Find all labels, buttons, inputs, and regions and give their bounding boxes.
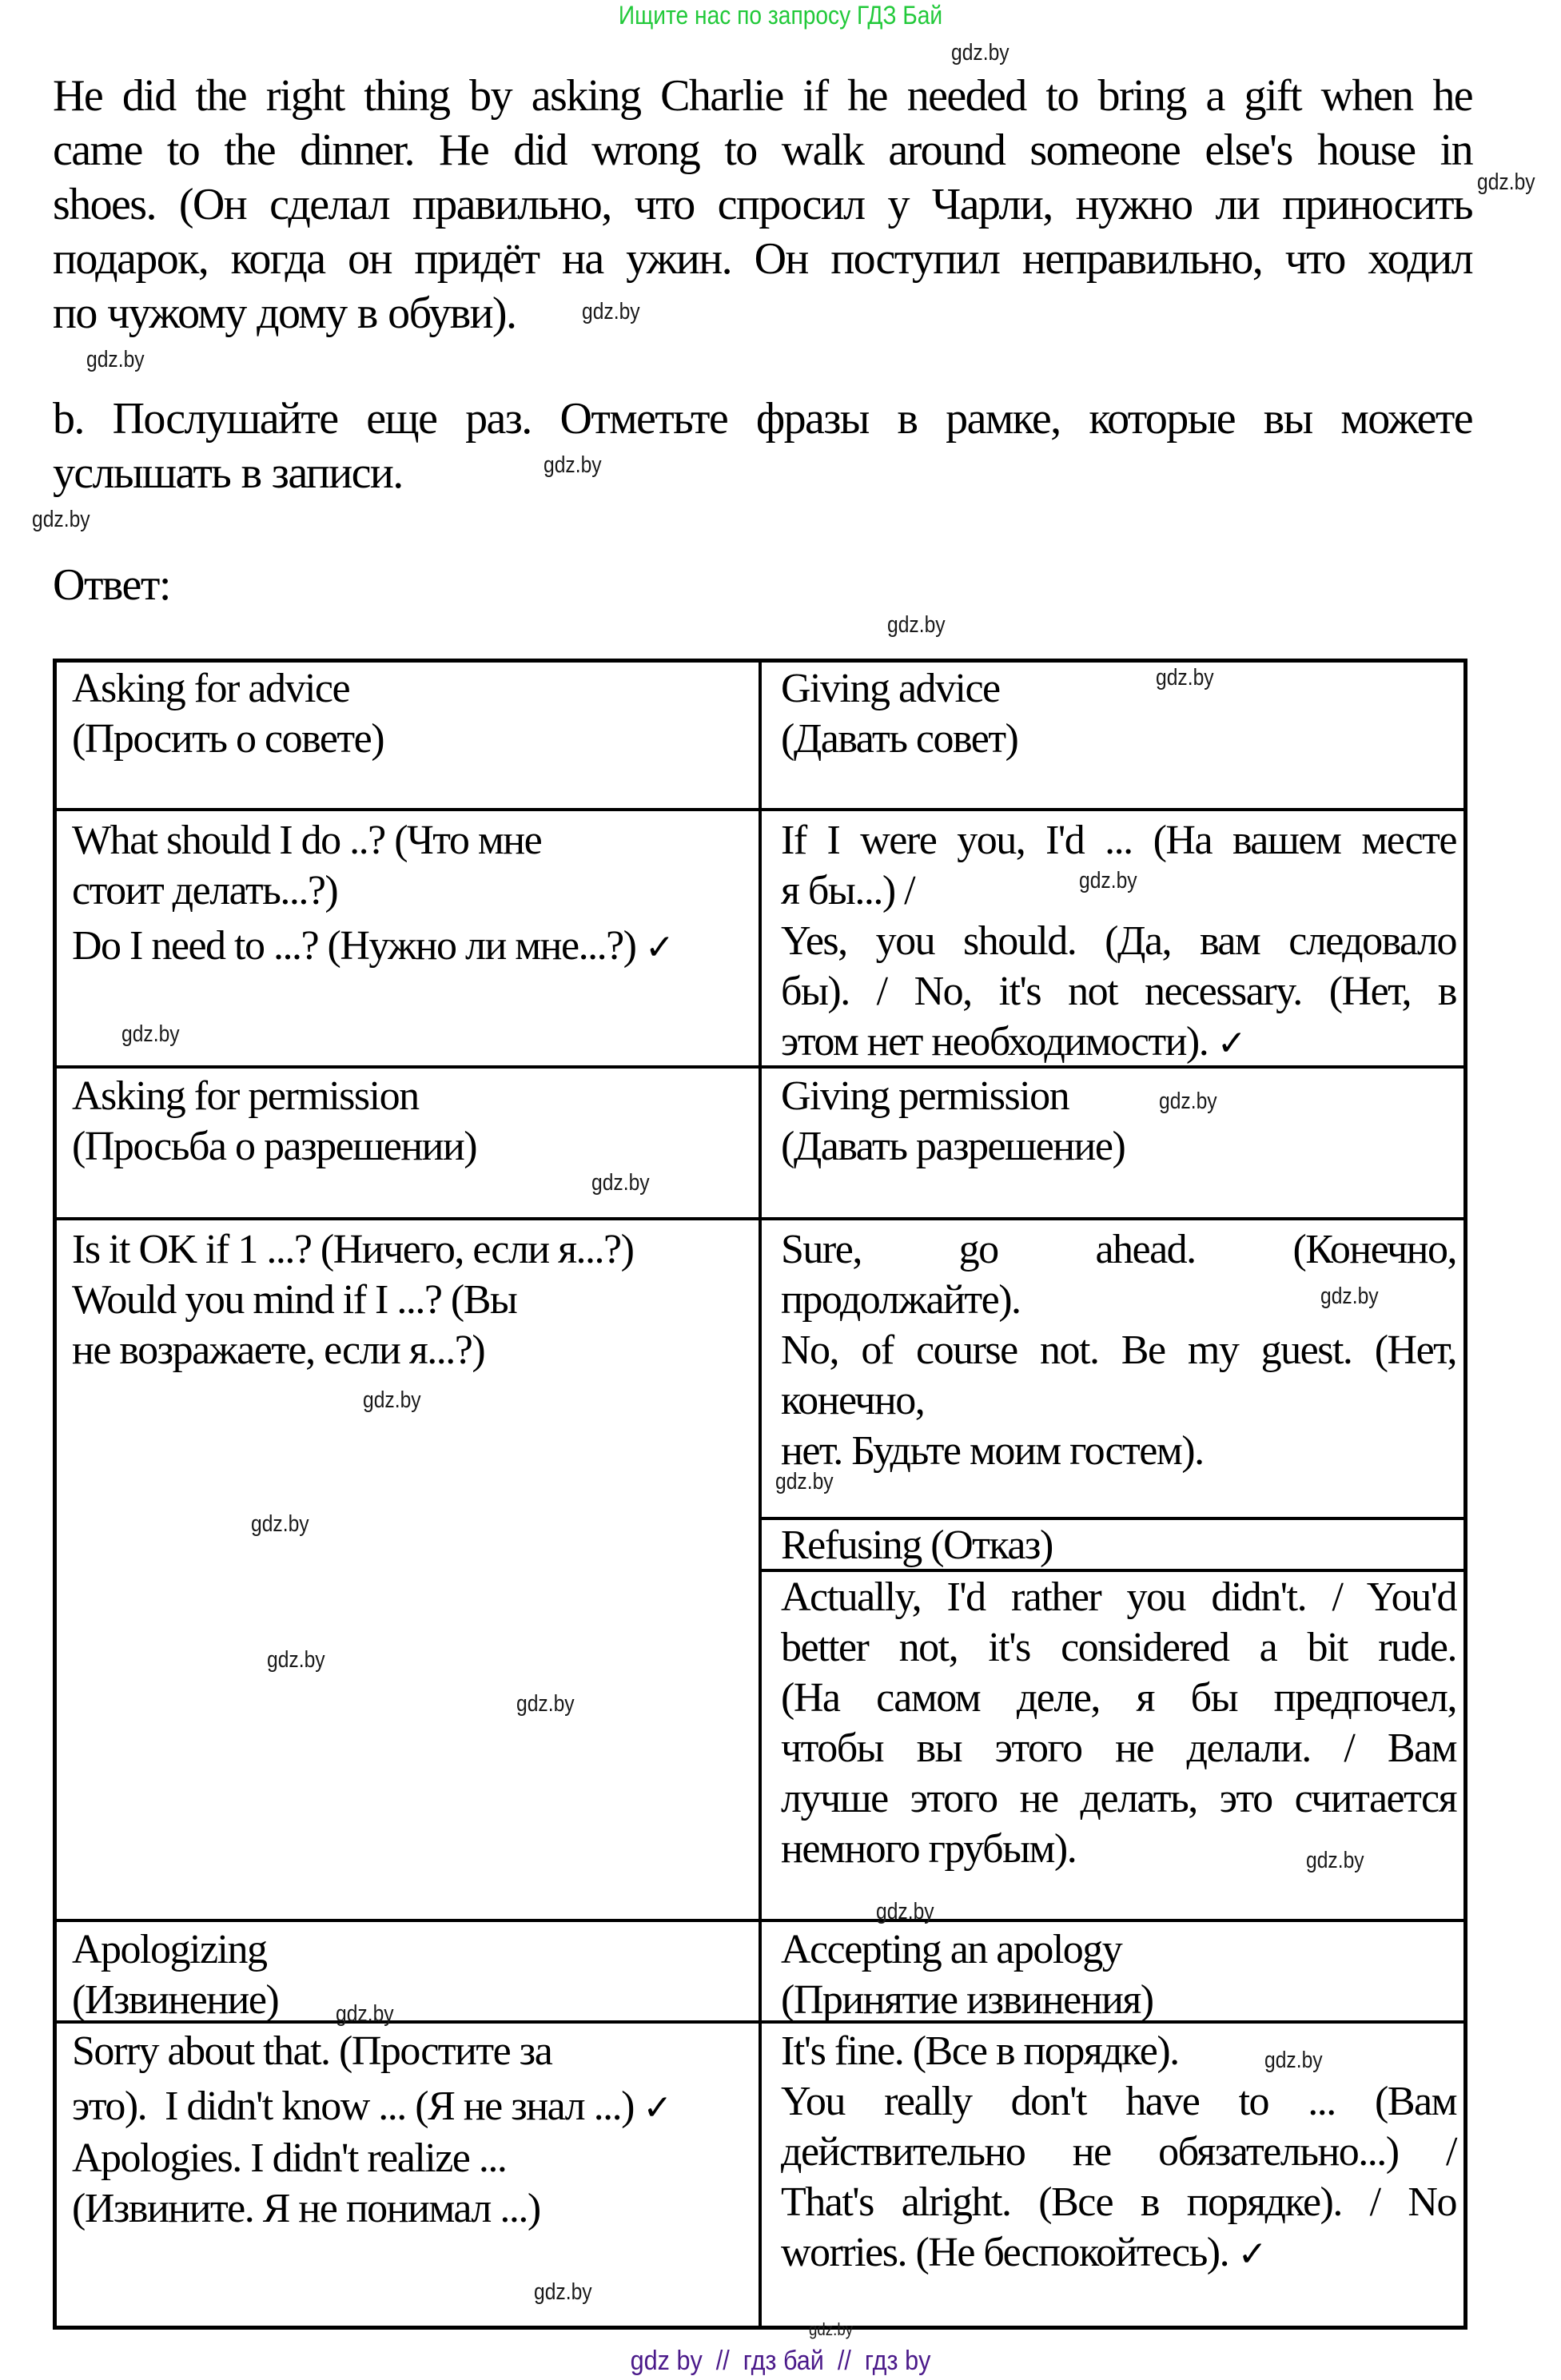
category-title: Giving permission (781, 1073, 1069, 1119)
site-search-banner: Ищите нас по запросу ГДЗ Бай (618, 1, 943, 30)
paragraph-line: shoes. (Он сделал правильно, что спросил у Чарли, нужно ли приносить (53, 180, 1472, 229)
phrase-line: Actually, I'd rather you didn't. / You'd (781, 1574, 1456, 1620)
check-mark-icon: ✓ (1217, 1023, 1246, 1064)
check-mark-icon: ✓ (644, 927, 674, 968)
watermark: gdz.by (534, 2279, 592, 2305)
watermark: gdz.by (951, 40, 1009, 66)
watermark: gdz.by (1159, 1089, 1217, 1114)
watermark: gdz.by (121, 1021, 180, 1047)
watermark: gdz.by (1306, 1848, 1364, 1873)
category-translation: (Просить о совете) (72, 716, 384, 762)
phrase-line: продолжайте). (781, 1277, 1021, 1323)
watermark: gdz.by (887, 612, 946, 638)
category-translation: (Извинение) (72, 1977, 279, 2023)
watermark: gdz.by (516, 1691, 575, 1717)
watermark: gdz.by (1320, 1284, 1379, 1309)
paragraph-line: по чужому дому в обуви). (53, 289, 516, 338)
cell-apologizing-phrases (72, 2026, 751, 2234)
watermark: gdz.by (251, 1511, 309, 1537)
phrase-line: (На самом деле, я бы предпочел, (781, 1675, 1456, 1721)
phrase-line: бы). / No, it's not necessary. (Нет, в (781, 969, 1456, 1014)
phrase-line: That's alright. (Все в порядке). / No (781, 2179, 1456, 2225)
phrase-line: Is it OK if 1 ...? (Ничего, если я...?) (72, 1227, 634, 1272)
phrase-line: не возражаете, если я...?) (72, 1327, 485, 1373)
cell-refusing-phrases (781, 1572, 1456, 1874)
category-translation: (Давать разрешение) (781, 1124, 1125, 1169)
task-line: услышать в записи. (53, 448, 403, 498)
cell-giving-advice-header (781, 663, 1456, 764)
watermark: gdz.by (544, 452, 602, 478)
category-translation: (Давать совет) (781, 716, 1018, 762)
phrase-line: это). I didn't know ... (Я не знал ...) (72, 2083, 634, 2129)
watermark: gdz.by (591, 1170, 650, 1196)
watermark: gdz.by (1264, 2048, 1323, 2073)
phrase-line: лучше этого не делать, это считается (781, 1776, 1456, 1821)
check-mark-icon: ✓ (1237, 2234, 1266, 2275)
watermark: gdz.by (775, 1469, 834, 1494)
phrase-line: я бы...) / (781, 868, 915, 913)
watermark: gdz.by (267, 1647, 325, 1673)
cell-giving-permission-header (781, 1071, 1456, 1172)
watermark: gdz.by (1079, 868, 1137, 893)
cell-asking-for-advice-phrases (72, 815, 751, 973)
watermark: gdz.by (1156, 665, 1214, 691)
phrase-line: действительно не обязательно...) / (781, 2129, 1456, 2175)
watermark: gdz.by (86, 347, 145, 372)
phrase-line: Yes, you should. (Да, вам следовало (781, 918, 1456, 964)
phrase-line: немного грубым). (781, 1826, 1077, 1872)
phrase-line: чтобы вы этого не делали. / Вам (781, 1725, 1456, 1771)
watermark: gdz.by (336, 2001, 394, 2027)
cell-asking-for-permission-phrases (72, 1224, 751, 1375)
category-title: Giving advice (781, 666, 1000, 711)
category-title: Accepting an apology (781, 1927, 1122, 1972)
phrase-line: Sure, go ahead. (Конечно, (781, 1227, 1456, 1272)
cell-accepting-apology-header (781, 1924, 1456, 2025)
category-translation: (Принятие извинения) (781, 1977, 1153, 2023)
paragraph-line: He did the right thing by asking Charlie if he needed to bring a gift when he (53, 71, 1472, 121)
column-divider (759, 659, 762, 2330)
watermark: gdz.by (876, 1899, 934, 1924)
answer-label: Ответ: (53, 560, 170, 610)
phrase-line: It's fine. (Все в порядке). (781, 2028, 1179, 2074)
cell-refusing-header (781, 1520, 1456, 1570)
paragraph-line: came to the dinner. He did wrong to walk around someone else's house in (53, 125, 1472, 175)
cell-asking-for-permission-header (72, 1071, 751, 1172)
paragraph-line: подарок, когда он придёт на ужин. Он поступил неправильно, что ходил (53, 234, 1472, 284)
row-divider (53, 808, 1467, 811)
category-translation: (Просьба о разрешении) (72, 1124, 477, 1169)
intro-paragraph (53, 69, 1472, 340)
phrase-line: You really don't have to ... (Вам (781, 2079, 1456, 2124)
row-divider (53, 1217, 1467, 1220)
phrase-line: конечно, (781, 1378, 925, 1423)
category-title: Asking for permission (72, 1073, 419, 1119)
cell-accepting-apology-phrases (781, 2026, 1456, 2279)
check-mark-icon: ✓ (643, 2087, 671, 2128)
phrase-line: better not, it's considered a bit rude. (781, 1625, 1456, 1670)
category-title: Refusing (Отказ) (781, 1522, 1053, 1568)
category-title: Apologizing (72, 1927, 267, 1972)
category-title: Asking for advice (72, 666, 350, 711)
watermark: gdz.by (363, 1387, 421, 1413)
phrase-line: If I were you, I'd ... (На вашем месте (781, 818, 1456, 863)
watermark: gdz.by (809, 2319, 854, 2339)
phrase-line: worries. (Не беспокойтесь). (781, 2230, 1229, 2275)
footer-links: gdz by // гдз бай // гдз by (630, 2346, 931, 2376)
task-line: b. Послушайте еще раз. Отметьте фразы в рамке, которые вы можете (53, 394, 1472, 444)
phrase-line: Would you mind if I ...? (Вы (72, 1277, 517, 1323)
phrase-line: стоит делать...?) (72, 868, 338, 913)
cell-giving-permission-phrases (781, 1224, 1456, 1476)
phrase-line: No, of course not. Be my guest. (Нет, (781, 1327, 1456, 1373)
row-divider (53, 1919, 1467, 1922)
phrase-line: Apologies. I didn't realize ... (72, 2135, 507, 2181)
watermark: gdz.by (582, 299, 640, 324)
phrase-line: (Извините. Я не понимал ...) (72, 2186, 540, 2231)
watermark: gdz.by (1477, 169, 1535, 195)
phrase-line: Do I need to ...? (Нужно ли мне...?) (72, 923, 636, 969)
task-instruction (53, 392, 1472, 500)
phrase-line: нет. Будьте моим гостем). (781, 1428, 1204, 1474)
phrase-line: Sorry about that. (Простите за (72, 2028, 552, 2074)
cell-apologizing-header (72, 1924, 751, 2025)
phrase-line: этом нет необходимости). (781, 1019, 1209, 1065)
cell-giving-advice-phrases (781, 815, 1456, 1069)
phrase-line: What should I do ..? (Что мне (72, 818, 542, 863)
watermark: gdz.by (32, 507, 90, 532)
cell-asking-for-advice-header (72, 663, 751, 764)
